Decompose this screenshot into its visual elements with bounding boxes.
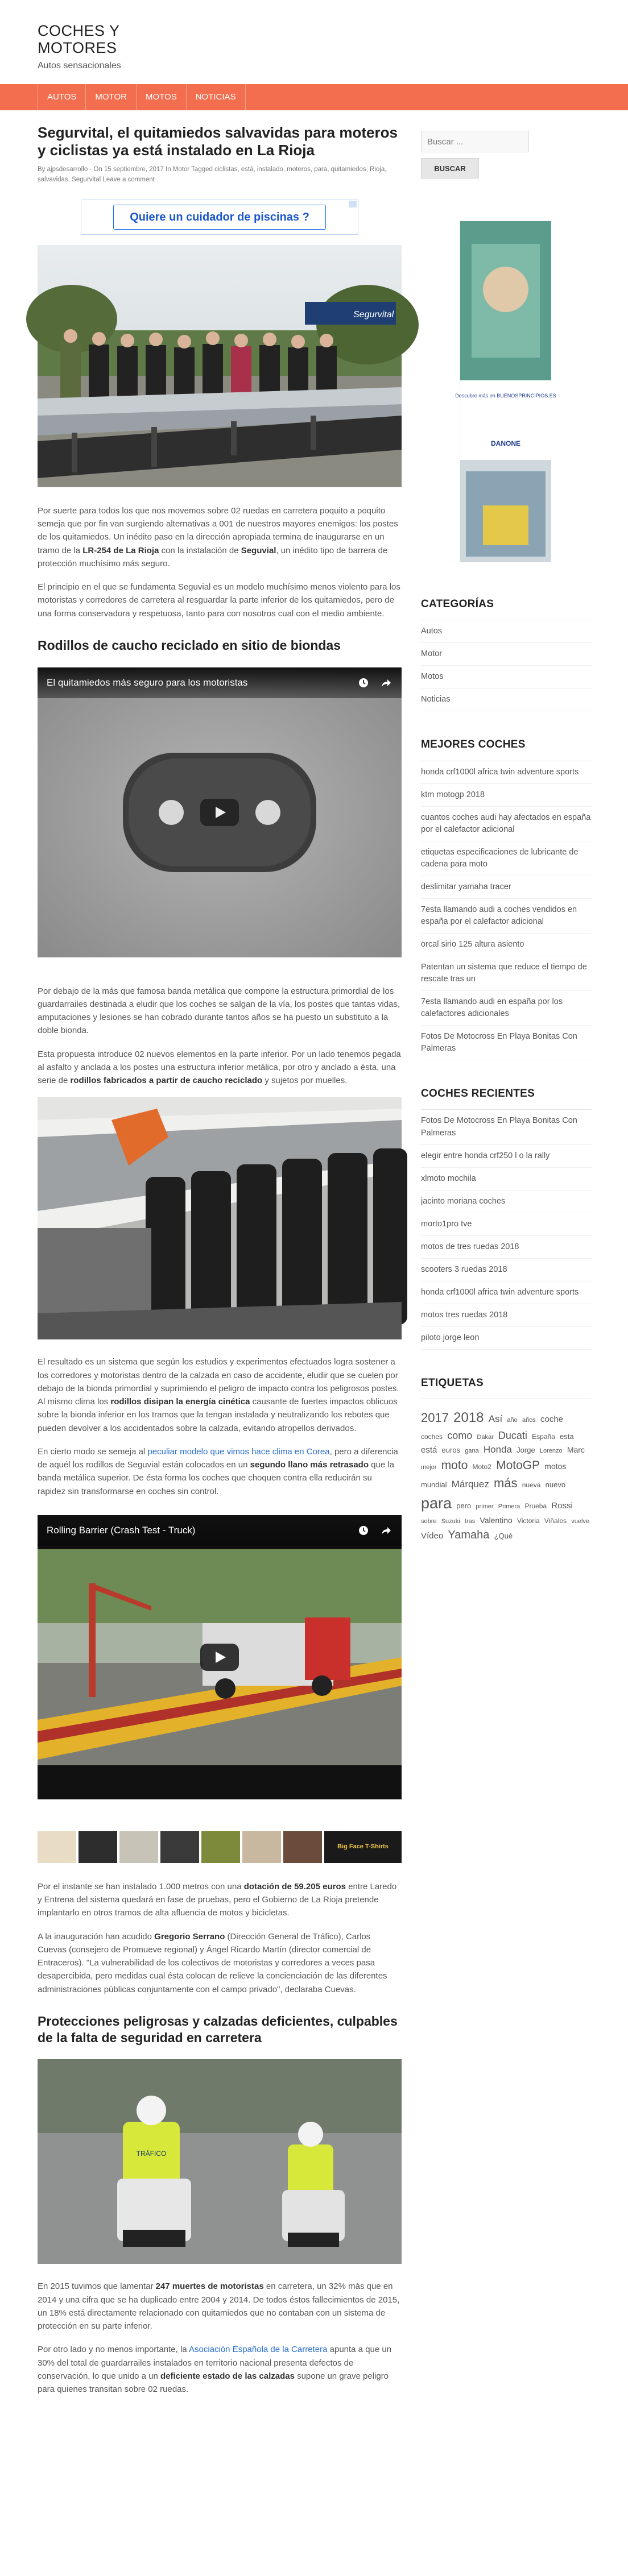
ad-thumb-3[interactable]: [119, 1831, 158, 1863]
tag-link[interactable]: moto: [441, 1458, 468, 1472]
tag-link[interactable]: para: [421, 1494, 452, 1512]
tag-link[interactable]: coches: [421, 1432, 443, 1441]
share-icon[interactable]: [380, 1524, 392, 1537]
tag-link[interactable]: más: [494, 1476, 518, 1491]
tag-cloud: [421, 1399, 592, 1544]
ad-thumb-4[interactable]: [160, 1831, 199, 1863]
tag-link[interactable]: Marc: [567, 1445, 585, 1454]
tag-link[interactable]: España: [532, 1432, 555, 1441]
category-item[interactable]: Autos: [421, 620, 592, 643]
tag-link[interactable]: Ducati: [498, 1429, 527, 1441]
search-form: [421, 131, 592, 179]
nav-item-autos[interactable]: AUTOS: [38, 84, 86, 110]
video-1-play-button[interactable]: [200, 799, 239, 826]
best-car-item[interactable]: Patentan un sistema que reduce el tiempo de rescate tras un: [421, 956, 592, 991]
video-2-play-button[interactable]: [200, 1644, 239, 1671]
recent-car-item[interactable]: Fotos De Motocross En Playa Bonitas Con Palmeras: [421, 1110, 592, 1144]
best-cars-list: [421, 761, 592, 1060]
tag-link[interactable]: Honda: [483, 1443, 512, 1455]
recent-cars-title: COCHES RECIENTES: [421, 1085, 592, 1110]
tag-link[interactable]: mejor: [421, 1463, 437, 1471]
article-meta: By ajpsdesarrollo · On 15 septiembre, 2017 In Motor Tagged ciclistas, está, instalado, moteros, para, quitamiedos, Rioja, salvavidas, Segurvital Leave a comment: [38, 166, 387, 183]
tag-link[interactable]: Yamaha: [448, 1528, 490, 1541]
nav-item-motos[interactable]: MOTOS: [137, 84, 187, 110]
tag-link[interactable]: Victoria: [517, 1517, 540, 1525]
paragraph-10: Por otro lado y no menos importante, la Asociación Española de la Carretera apunta a que un 30% del total de guardarrailes instalados en territorio nacional presenta defectos de conservación, lo que unido a un deficiente estado de las calzadas supone un grave peligro para quienes transitan sobre 02 ruedas.: [38, 2345, 392, 2395]
category-item[interactable]: Motor: [421, 643, 592, 666]
police-motorcycles-art: [38, 2059, 402, 2264]
tag-link[interactable]: Jorge: [517, 1445, 535, 1454]
tag-link[interactable]: Primera: [498, 1503, 520, 1510]
nav-item-noticias[interactable]: NOTICIAS: [187, 84, 246, 110]
best-car-item[interactable]: orcal sirio 125 altura asiento: [421, 934, 592, 956]
paragraph-4: Esta propuesta introduce 02 nuevos elementos en la parte inferior. Por un lado tenemos pegada al asfalto y anclada a los postes una estructura inferior metálica, por otro y anclado a ésta, una serie de rodillos fabricados a partir de caucho reciclado y sujetos por muelles.: [38, 1049, 401, 1086]
tag-link[interactable]: MotoGP: [496, 1458, 540, 1472]
search-input[interactable]: [421, 131, 529, 152]
best-car-item[interactable]: cuantos coches audi hay afectados en españa por el calefactor adicional: [421, 807, 592, 841]
recent-car-item[interactable]: scooters 3 ruedas 2018: [421, 1259, 592, 1281]
tag-link[interactable]: Prueba: [524, 1501, 547, 1510]
clock-icon[interactable]: [357, 1524, 370, 1537]
recent-car-item[interactable]: honda crf1000l africa twin adventure sports: [421, 1281, 592, 1304]
tag-link[interactable]: gana: [465, 1447, 479, 1454]
paragraph-2: El principio en el que se fundamenta Seguvial es un modelo muchísimo menos violento para los motoristas y corredores de carretera al resguardar la parte inferior de los quitamiedos, pero de una forma conservadora y respetuosa, tanto para con nosotros cual con el medio ambiente.: [38, 582, 400, 619]
recent-car-item[interactable]: jacinto moriana coches: [421, 1190, 592, 1213]
tag-link[interactable]: ¿Qué: [494, 1531, 513, 1540]
ad-thumb-7[interactable]: [283, 1831, 322, 1863]
ad-thumb-2[interactable]: [78, 1831, 117, 1863]
paragraph-8: A la inauguración han acudido Gregorio Serrano (Dirección General de Tráfico), Carlos Cuevas (consejero de Promueve regional) y Ángel Ricardo Martín (director comercial de Entraceros). "La vulnerabilidad de los colectivos de motoristas y corredores a veces pasa desapercibida, pero medidas cual ésta colocan de relieve la concienciación de las diferentes administraciones públicas conjuntamente con el campo privado", declaraba Cuevas.: [38, 1931, 387, 1994]
video-2-title[interactable]: Rolling Barrier (Crash Test - Truck): [47, 1525, 196, 1536]
recent-car-item[interactable]: motos tres ruedas 2018: [421, 1304, 592, 1327]
tag-link[interactable]: mundial: [421, 1480, 447, 1490]
paragraph-1: Por suerte para todos los que nos movemos sobre 02 ruedas en carretera poquito a poquito semeja que por fin van surgiendo alternativas a 001 de nuestros mayores enemigos: los postes de los quitamiedos. Un inédito paso en la dirección apropiada termina de inaugurarse en un tramo de la LR-254 de La Rioja con la instalación de Seguvial, un inédito tipo de barrera de protección muchísimo más seguro.: [38, 505, 398, 569]
police-motorcycles-photo: [38, 2059, 402, 2264]
tags-title: ETIQUETAS: [421, 1375, 592, 1399]
category-item[interactable]: Motos: [421, 666, 592, 688]
top-ad-banner[interactable]: [81, 200, 358, 235]
recent-car-item[interactable]: elegir entre honda crf250 l o la rally: [421, 1145, 592, 1168]
best-car-item[interactable]: deslimitar yamaha tracer: [421, 876, 592, 899]
recent-car-item[interactable]: xlmoto mochila: [421, 1168, 592, 1190]
ad-choices-icon[interactable]: [349, 201, 357, 208]
video-2-title-bar: [38, 1515, 402, 1546]
vest-text-1: TRÁFICO: [136, 2150, 167, 2158]
tag-link[interactable]: euros: [441, 1445, 461, 1454]
inauguration-photo: [38, 245, 402, 487]
recent-car-item[interactable]: motos de tres ruedas 2018: [421, 1236, 592, 1259]
corea-link[interactable]: peculiar modelo que vimos hace clima en Corea: [147, 1446, 330, 1457]
tag-link[interactable]: tras: [464, 1518, 476, 1525]
sidebar: [421, 110, 592, 2406]
best-cars-title: MEJORES COCHES: [421, 736, 592, 761]
entry-body: [38, 504, 402, 2396]
tag-link[interactable]: sobre: [421, 1518, 437, 1525]
article-content: [38, 110, 402, 2406]
nav-item-motor[interactable]: MOTOR: [86, 84, 137, 110]
recent-car-item[interactable]: piloto jorge leon: [421, 1327, 592, 1350]
barrier-rollers-photo: [38, 1097, 402, 1339]
paragraph-6: En cierto modo se semeja al peculiar modelo que vimos hace clima en Corea, pero a diferencia de aquél los rodillos de Seguvial están colocados en un segundo llano más retrasado que la banda metálica superior. De ésta forma los coches que choquen contra ella reducirán su rapidez sin transformarse en coches sin control.: [38, 1446, 398, 1496]
recent-car-item[interactable]: morto1pro tve: [421, 1213, 592, 1236]
tag-link[interactable]: Suzuki: [441, 1518, 460, 1525]
categories-list: [421, 620, 592, 711]
site-description: Autos sensacionales: [38, 61, 121, 71]
ad-text[interactable]: Quiere un cuidador de piscinas ?: [113, 205, 326, 230]
ad-thumb-1[interactable]: [38, 1831, 76, 1863]
tags-widget: [421, 1375, 592, 1544]
tag-link[interactable]: Dakar: [477, 1433, 494, 1441]
site-title[interactable]: COCHES Y MOTORES: [38, 22, 120, 56]
sidebar-skyscraper-ad[interactable]: [455, 221, 556, 562]
category-item[interactable]: Noticias: [421, 688, 592, 711]
subheading-protecciones: Protecciones peligrosas y calzadas deficientes, culpables de la falta de seguridad en carretera: [38, 2013, 398, 2045]
video-1-title[interactable]: El quitamiedos más seguro para los motoristas: [47, 677, 248, 688]
sidebar-ad-brand: DANONE: [490, 439, 521, 447]
ad-thumb-5[interactable]: [201, 1831, 240, 1863]
best-car-item[interactable]: honda crf1000l africa twin adventure sports: [421, 761, 592, 784]
tag-link[interactable]: Vídeo: [421, 1530, 444, 1541]
tag-link[interactable]: primer: [476, 1503, 494, 1510]
tag-link[interactable]: esta: [559, 1432, 574, 1441]
barrier-rollers-art: [38, 1097, 402, 1339]
paragraph-3: Por debajo de la más que famosa banda metálica que compone la estructura primordial de los guardarrailes destinada a eludir que los coches se salgan de la vía, los postes que tantas vidas, amputaciones y lesiones se han cobrado durante tantos años se ha puesto un substituto a la doble bionda.: [38, 986, 400, 1036]
tag-link[interactable]: Rossi: [551, 1500, 573, 1511]
tag-link[interactable]: año: [507, 1417, 518, 1424]
aec-link[interactable]: Asociación Española de la Carretera: [188, 2345, 328, 2355]
video-1-title-bar: [38, 667, 402, 698]
video-embed-1[interactable]: [38, 667, 402, 957]
paragraph-7: Por el instante se han instalado 1.000 metros con una dotación de 59.205 euros entre Laredo y Entrena del sistema quedará en fase de pruebas, pero el Gobierno de La Rioja pretende implantarlo en otros tramos de alta afluencia de motos y bicicletas.: [38, 1881, 397, 1918]
tag-link[interactable]: Viñales: [544, 1517, 567, 1525]
main-nav: [0, 84, 628, 110]
tag-link[interactable]: Así: [488, 1413, 503, 1425]
best-car-item[interactable]: Fotos De Motocross En Playa Bonitas Con Palmeras: [421, 1026, 592, 1060]
recent-cars-list: [421, 1110, 592, 1349]
ad-thumb-6[interactable]: [242, 1831, 281, 1863]
share-icon[interactable]: [380, 677, 392, 689]
paragraph-5: El resultado es un sistema que según los estudios y experimentos efectuados logra sostener a los corredores y motoristas dentro de la calzada en caso de accidente, eludir que se cuelen por debajo de la bionda primordial y suprimiendo el peligro de impacto contra los peligrosos postes. Al mismo clima los rodillos disipan la energía cinética causante de fuertes impactos oblicuos sobre la bionda inferior en los tramos que la tengan instalada y neutralizando los rebotes que pueden devolver a los accidentados sobre la calzada, evitando atropellos derivados.: [38, 1357, 399, 1433]
tag-link[interactable]: está: [421, 1445, 437, 1455]
search-button[interactable]: BUSCAR: [421, 158, 479, 179]
categories-widget: [421, 596, 592, 711]
site-header: [0, 0, 628, 84]
tag-link[interactable]: pero: [456, 1501, 472, 1510]
article-title[interactable]: Segurvital, el quitamiedos salvavidas para moteros y ciclistas ya está instalado en La Rioja: [38, 124, 398, 159]
tag-link[interactable]: nueva: [522, 1481, 541, 1490]
tag-link[interactable]: años: [522, 1417, 536, 1424]
tag-link[interactable]: 2017: [421, 1411, 449, 1425]
tag-link[interactable]: vuelve: [571, 1518, 590, 1525]
inauguration-photo-art: [38, 245, 402, 487]
product-ad-strip[interactable]: [38, 1831, 402, 1863]
ad-brand-tile[interactable]: Big Face T-Shirts: [324, 1831, 402, 1863]
best-car-item[interactable]: 7esta llamando audi a coches vendidos en españa por el calefactor adicional: [421, 899, 592, 934]
tag-link[interactable]: como: [447, 1429, 473, 1441]
tag-link[interactable]: Moto2: [472, 1462, 491, 1471]
best-car-item[interactable]: 7esta llamando audi en españa por los calefactores adicionales: [421, 991, 592, 1026]
tag-link[interactable]: 2018: [453, 1410, 484, 1426]
video-embed-2[interactable]: [38, 1515, 402, 1799]
sign-text: Segurvital: [353, 309, 394, 320]
best-cars-widget: [421, 736, 592, 1060]
tag-link[interactable]: Márquez: [451, 1479, 489, 1490]
recent-cars-widget: [421, 1085, 592, 1350]
sidebar-ad-text: Descubre más en BUENOSPRINCIPIOS.ES: [455, 393, 556, 399]
subheading-rodillos: Rodillos de caucho reciclado en sitio de biondas: [38, 637, 341, 653]
best-car-item[interactable]: etiquetas especificaciones de lubricante de cadena para moto: [421, 841, 592, 876]
tag-link[interactable]: Valentino: [480, 1516, 513, 1525]
tag-link[interactable]: nuevo: [545, 1480, 566, 1490]
clock-icon[interactable]: [357, 677, 370, 689]
tag-link[interactable]: motos: [544, 1461, 567, 1471]
best-car-item[interactable]: ktm motogp 2018: [421, 784, 592, 807]
categories-title: CATEGORÍAS: [421, 596, 592, 620]
tag-link[interactable]: coche: [540, 1414, 564, 1425]
paragraph-9: En 2015 tuvimos que lamentar 247 muertes de motoristas en carretera, un 32% más que en 2014 y una cifra que se ha duplicado entre 2004 y 2014. De todos éstos fallecimientos de 2015, un 18% está directamente relacionado con quitamiedos que no contaban con un sistema de protección en su parte inferior.: [38, 2282, 400, 2332]
sidebar-ad-art: [455, 221, 556, 562]
tag-link[interactable]: Lorenzo: [539, 1447, 563, 1454]
